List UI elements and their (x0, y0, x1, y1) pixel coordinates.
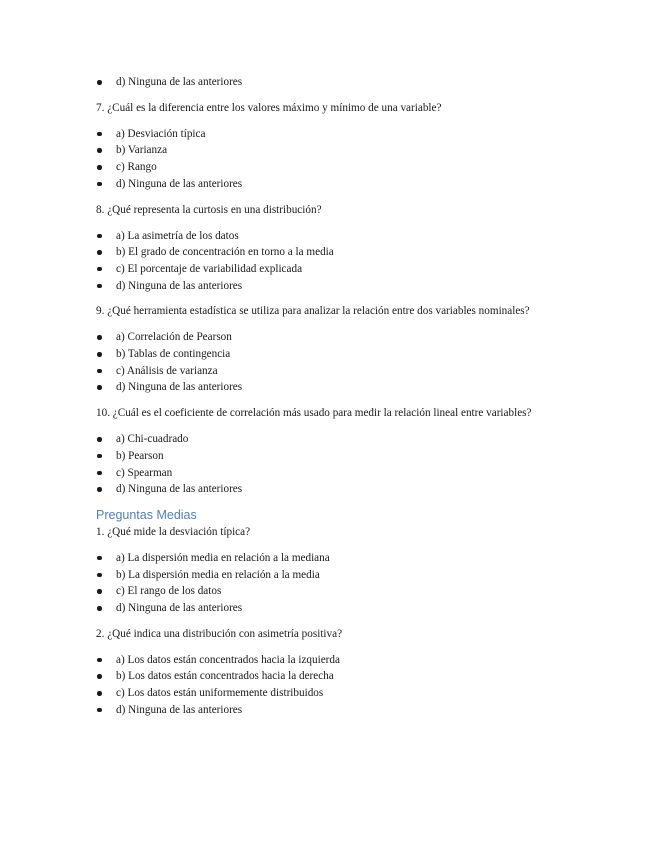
option-list (96, 431, 566, 498)
option-item: a) Chi-cuadrado (96, 431, 566, 448)
option-item: d) Ninguna de las anteriores (96, 481, 566, 498)
option-item: d) Ninguna de las anteriores (96, 74, 566, 91)
option-item: d) Ninguna de las anteriores (96, 278, 566, 295)
option-item: a) Desviación típica (96, 126, 566, 143)
option-item: a) La asimetría de los datos (96, 228, 566, 245)
option-list (96, 550, 566, 617)
option-item: c) Los datos están uniformemente distribuidos (96, 685, 566, 702)
question-8: 8. ¿Qué representa la curtosis en una distribución? (96, 203, 322, 216)
option-item: d) Ninguna de las anteriores (96, 379, 566, 396)
option-list (96, 228, 566, 295)
option-item: c) Spearman (96, 465, 566, 482)
option-list (96, 74, 566, 91)
question-7: 7. ¿Cuál es la diferencia entre los valores máximo y mínimo de una variable? (96, 101, 442, 114)
option-item: c) El rango de los datos (96, 583, 566, 600)
question-10: 10. ¿Cuál es el coeficiente de correlación más usado para medir la relación lineal entre variables? (96, 407, 532, 420)
option-item: b) Pearson (96, 448, 566, 465)
option-item: c) El porcentaje de variabilidad explicada (96, 261, 566, 278)
option-list (96, 652, 566, 719)
option-item: a) Correlación de Pearson (96, 329, 566, 346)
option-item: a) La dispersión media en relación a la mediana (96, 550, 566, 567)
option-item: b) Tablas de contingencia (96, 346, 566, 363)
option-item: a) Los datos están concentrados hacia la izquierda (96, 652, 566, 669)
option-item: c) Rango (96, 159, 566, 176)
option-list (96, 329, 566, 396)
option-item: d) Ninguna de las anteriores (96, 176, 566, 193)
option-item: b) Varianza (96, 142, 566, 159)
question-medium-1: 1. ¿Qué mide la desviación típica? (96, 525, 251, 538)
option-item: d) Ninguna de las anteriores (96, 600, 566, 617)
option-item: b) El grado de concentración en torno a la media (96, 244, 566, 261)
option-item: b) La dispersión media en relación a la media (96, 567, 566, 584)
option-list (96, 126, 566, 193)
option-item: c) Análisis de varianza (96, 363, 566, 380)
option-item: b) Los datos están concentrados hacia la derecha (96, 668, 566, 685)
question-medium-2: 2. ¿Qué indica una distribución con asimetría positiva? (96, 627, 343, 640)
section-heading: Preguntas Medias (96, 507, 197, 522)
document-content (96, 74, 566, 719)
question-9: 9. ¿Qué herramienta estadística se utiliza para analizar la relación entre dos variables nominales? (96, 305, 530, 318)
option-item: d) Ninguna de las anteriores (96, 702, 566, 719)
